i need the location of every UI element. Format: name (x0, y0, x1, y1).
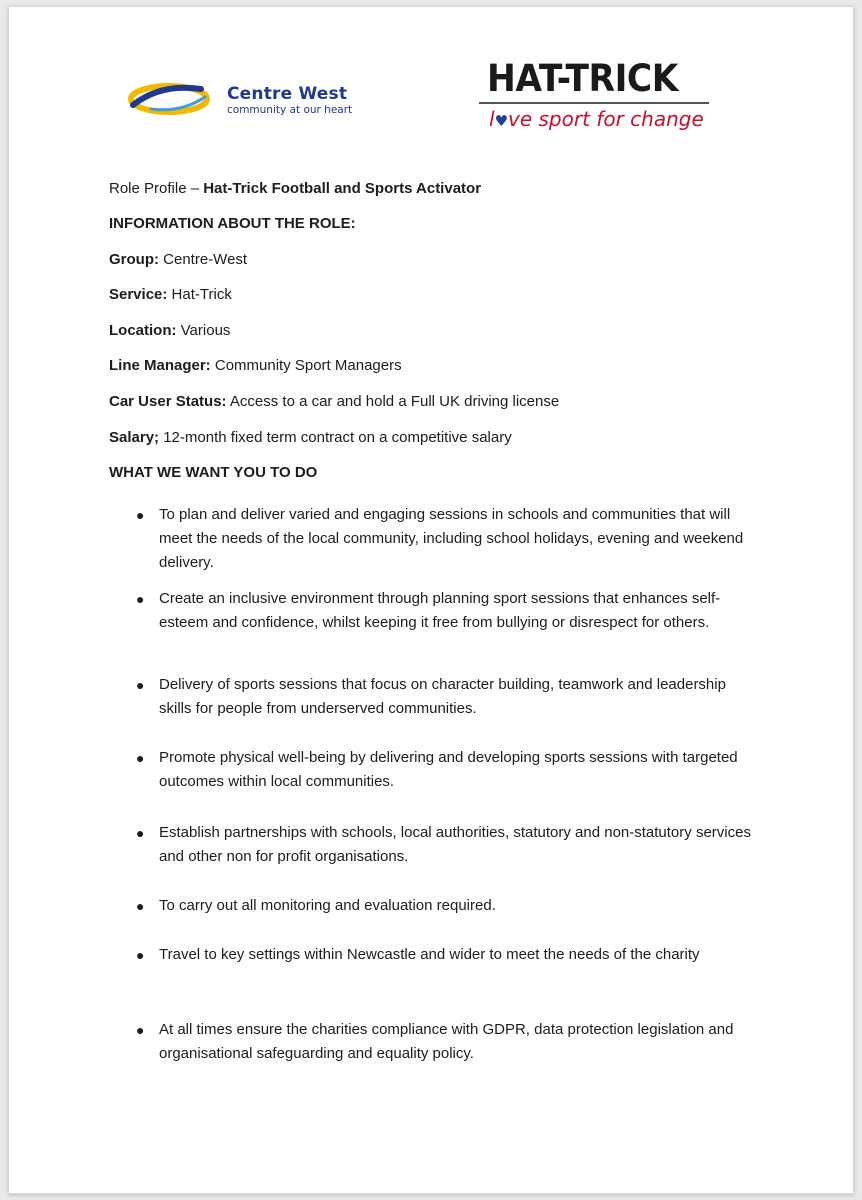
duty-item: ● At all times ensure the charities compliance with GDPR, data protection legislation and organisational safeguarding and equality policy. (109, 1018, 759, 1066)
hat-trick-tagline: l♥ve sport for change (489, 107, 704, 131)
hat-trick-name: HAT-TRICK (487, 57, 678, 100)
duties-heading: WHAT WE WANT YOU TO DO (109, 464, 318, 481)
duty-item: ● Create an inclusive environment through planning sport sessions that enhances self-esteem and confidence, whilst keeping it free from bullying or disrespect for others. (109, 587, 759, 635)
field-car-user-status: Car User Status: Access to a car and hold a Full UK driving license (109, 393, 560, 410)
bullet-icon: ● (136, 750, 145, 766)
duty-item: ● Travel to key settings within Newcastle and wider to meet the needs of the charity (109, 943, 759, 967)
bullet-icon: ● (136, 825, 145, 841)
duty-item: ● To plan and deliver varied and engaging sessions in schools and communities that will meet the needs of the local community, including school holidays, evening and weekend delivery. (109, 503, 759, 575)
field-group: Group: Centre-West (109, 251, 248, 268)
hat-trick-divider (479, 102, 709, 104)
field-location: Location: Various (109, 322, 231, 339)
field-salary: Salary; 12-month fixed term contract on a competitive salary (109, 429, 512, 446)
bullet-icon: ● (136, 591, 145, 607)
role-profile-line: Role Profile – Hat-Trick Football and Sports Activator (109, 180, 482, 197)
heart-icon: ♥ (494, 112, 509, 130)
duty-item: ● Delivery of sports sessions that focus on character building, teamwork and leadership skills for people from underserved communities. (109, 673, 759, 721)
field-service: Service: Hat-Trick (109, 286, 232, 303)
hat-trick-logo (469, 57, 709, 137)
duty-item: ● Promote physical well-being by delivering and developing sports sessions with targeted outcomes within local communities. (109, 746, 759, 794)
centre-west-swoosh-icon (121, 79, 217, 119)
bullet-icon: ● (136, 677, 145, 693)
centre-west-name: Centre West (227, 84, 348, 104)
role-title: Hat-Trick Football and Sports Activator (203, 180, 482, 197)
bullet-icon: ● (136, 898, 145, 914)
bullet-icon: ● (136, 1022, 145, 1038)
duty-item: ● To carry out all monitoring and evaluation required. (109, 894, 759, 918)
bullet-icon: ● (136, 507, 145, 523)
field-line-manager: Line Manager: Community Sport Managers (109, 357, 402, 374)
document-page (8, 6, 854, 1194)
bullet-icon: ● (136, 947, 145, 963)
centre-west-logo (121, 79, 421, 125)
duty-item: ● Establish partnerships with schools, local authorities, statutory and non-statutory services and other non for profit organisations. (109, 821, 759, 869)
centre-west-tagline: community at our heart (227, 104, 353, 116)
info-heading: INFORMATION ABOUT THE ROLE: (109, 215, 356, 232)
